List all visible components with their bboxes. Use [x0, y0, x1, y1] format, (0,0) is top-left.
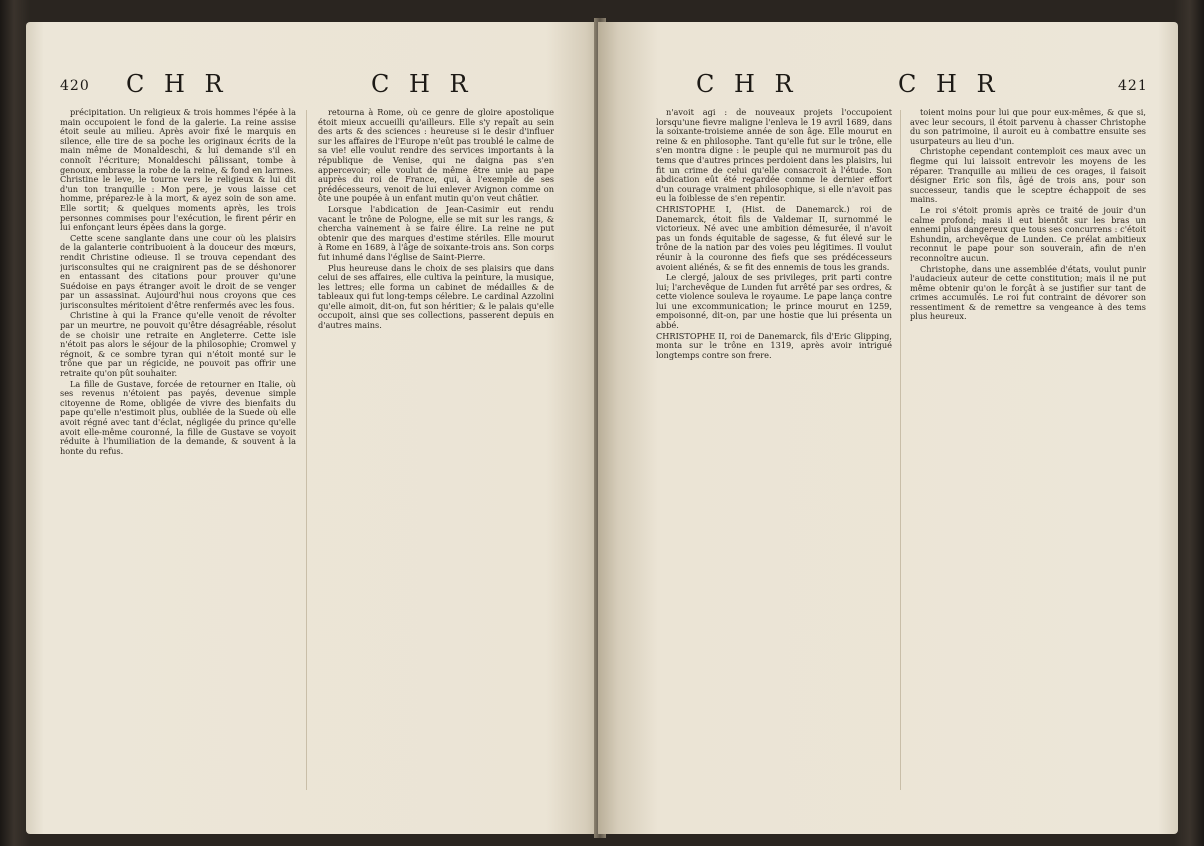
paragraph: La fille de Gustave, forcée de retourner en Italie, où ses revenus n'étoient pas payés, devenue simple citoyenne de Rome, obligée de vivre des bienfaits du pape qu'elle n'estimoit plus, oubliée de la Suede où elle avoit régné avec tant d'éclat, négligée du prince qu'elle avoit elle-même couronné, la fille de Gustave se voyoit réduite à l'humiliation de la demande, & souvent à la honte du refus.: [60, 378, 296, 456]
text-column: [910, 108, 1146, 808]
running-head: C H R: [126, 70, 229, 98]
text-column: [656, 108, 892, 808]
right-page-header: [598, 70, 1178, 100]
right-page: [598, 22, 1178, 834]
page-number: 421: [1118, 78, 1148, 94]
paragraph: toient moins pour lui que pour eux-mêmes, & que si, avec leur secours, il étoit parvenu à chasser Christophe du son patrimoine, il auroit eu à combattre ensuite ses usurpateurs au lieu d'un.: [910, 108, 1146, 146]
paragraph: Christophe, dans une assemblée d'états, voulut punir l'audacieux auteur de cette constitution; mais il ne put même obtenir qu'on le forçât à se justifier sur tant de crimes accumulés. Le roi fut contraint de dévorer son ressentiment & de remettre sa vengeance à des tems plus heureux.: [910, 263, 1146, 322]
paragraph: Le clergé, jaloux de ses privileges, prit parti contre lui; l'archevêque de Lunden fut arrêté par ses ordres, & cette violence souleva le royaume. Le pape lança contre lui une excommunication; le prince mourut en 1259, empoisonné, dit-on, par une hostie que lui présenta un abbé.: [656, 272, 892, 331]
text-column: [60, 108, 296, 808]
paragraph: CHRISTOPHE II, roi de Danemarck, fils d'Eric Glipping, monta sur le trône en 1319, après avoir intrigué longtemps contre son frere.: [656, 330, 892, 360]
paragraph: précipitation. Un religieux & trois hommes l'épée à la main occupoient le fond de la galerie. La reine assise étoit seule au milieu. Après avoir fixé le marquis en silence, elle tire de sa poche les originaux écrits de la main même de Monaldeschi, & lui demande s'il en connoît l'écriture; Monaldeschi pâlissant, tombe à genoux, embrasse la robe de la reine, & fond en larmes. Christine le leve, le tourne vers le religieux & lui dit d'un ton tranquille : Mon pere, je vous laisse cet homme, préparez-le à la mort, & ayez soin de son ame. Elle sortit; & quelques moments après, les trois personnes commises pour l'exécution, le firent périr en lui enfonçant leurs épées dans la gorge.: [60, 108, 296, 233]
text-column: [318, 108, 554, 808]
paragraph: Christine à qui la France qu'elle venoit de révolter par un meurtre, ne pouvoit qu'être désagréable, résolut de se choisir une retraite en Angleterre. Cette isle n'étoit pas alors le séjour de la philosophie; Cromwel y régnoit, & ce sombre tyran qui n'étoit monté sur le trône que par un régicide, ne pouvoit pas offrir une retraite qu'on pût souhaiter.: [60, 310, 296, 379]
column-divider: [306, 110, 307, 790]
page-number: 420: [60, 78, 90, 94]
paragraph: Le roi s'étoit promis après ce traité de jouir d'un calme profond; mais il eut bientôt sur les bras un ennemi plus dangereux que tous ses concurrens : c'étoit Eshundin, archevêque de Lunden. Ce prélat ambitieux reconnut le pape pour son souverain, afin de n'en reconnoître aucun.: [910, 204, 1146, 263]
paragraph: Cette scene sanglante dans une cour où les plaisirs de la galanterie contribuoient à la douceur des mœurs, rendit Christine odieuse. Il se trouva cependant des jurisconsultes qui ne craignirent pas de se déshonorer en entassant des citations pour prouver qu'une Suédoise en pays étranger avoit le droit de se venger par un assassinat. Aujourd'hui nous croyons que ces jurisconsultes méritoient d'être renfermés avec les fous.: [60, 232, 296, 310]
paragraph: CHRISTOPHE I, (Hist. de Danemarck.) roi de Danemarck, étoit fils de Valdemar II, surnommé le victorieux. Né avec une ambition démesurée, il n'avoit pas un fonds équitable de sagesse, & fut élevé sur le trône de la nation par des voies peu légitimes. Il voulut réunir à la couronne des fiefs que ses prédécesseurs avoient aliénés, & se fit des ennemis de tous les grands.: [656, 203, 892, 272]
paragraph: n'avoit agi : de nouveaux projets l'occupoient lorsqu'une fievre maligne l'enleva le 19 avril 1689, dans la soixante-troisieme année de son âge. Elle mourut en reine & en philosophe. Tant qu'elle fut sur le trône, elle s'en montra digne : le peuple qui ne murmuroit pas du tems que d'autres princes perdoient dans les plaisirs, lui fit un crime de celui qu'elle consacroit à l'étude. Son abdication eût été regardée comme le dernier effort d'un courage vraiment philosophique, si elle n'avoit pas eu la foiblesse de s'en repentir.: [656, 108, 892, 204]
left-page: [26, 22, 606, 834]
paragraph: Plus heureuse dans le choix de ses plaisirs que dans celui de ses affaires, elle cultiva la peinture, la musique, les lettres; elle forma un cabinet de médailles & de tableaux qui fut long-temps célebre. Le cardinal Azzolini qu'elle aimoit, dit-on, fut son héritier; & le palais qu'elle occupoit, ainsi que ses collections, passerent depuis en d'autres mains.: [318, 262, 554, 331]
paragraph: retourna à Rome, où ce genre de gloire apostolique étoit mieux accueilli qu'ailleurs. Elle s'y repaît au sein des arts & des sciences : heureuse si le desir d'influer sur les affaires de l'Europe n'eût pas troublé le calme de sa vie! elle voulut rendre des services importants à la république de Venise, qui ne daigna pas s'en appercevoir; elle voulut de même être unie au pape auprès du roi de France, qui, à l'exemple de ses prédécesseurs, venoit de lui enlever Avignon comme on ôte une poupée à un enfant mutin qu'on veut châtier.: [318, 108, 554, 204]
running-head: C H R: [696, 70, 799, 98]
paragraph: Christophe cependant contemploit ces maux avec un flegme qui lui laissoit entrevoir les moyens de les réparer. Tranquille au milieu de ces orages, il faisoit désigner Eric son fils, âgé de trois ans, pour son successeur, tandis que le sceptre échappoit de ses mains.: [910, 146, 1146, 205]
running-head: C H R: [898, 70, 1001, 98]
paragraph: Lorsque l'abdication de Jean-Casimir eut rendu vacant le trône de Pologne, elle se mit sur les rangs, & chercha vainement à se faire élire. La reine ne put obtenir que des marques d'estime stériles. Elle mourut à Rome en 1689, à l'âge de soixante-trois ans. Son corps fut inhumé dans l'église de Saint-Pierre.: [318, 203, 554, 262]
running-head: C H R: [371, 70, 474, 98]
column-divider: [900, 110, 901, 790]
left-page-header: [26, 70, 606, 100]
